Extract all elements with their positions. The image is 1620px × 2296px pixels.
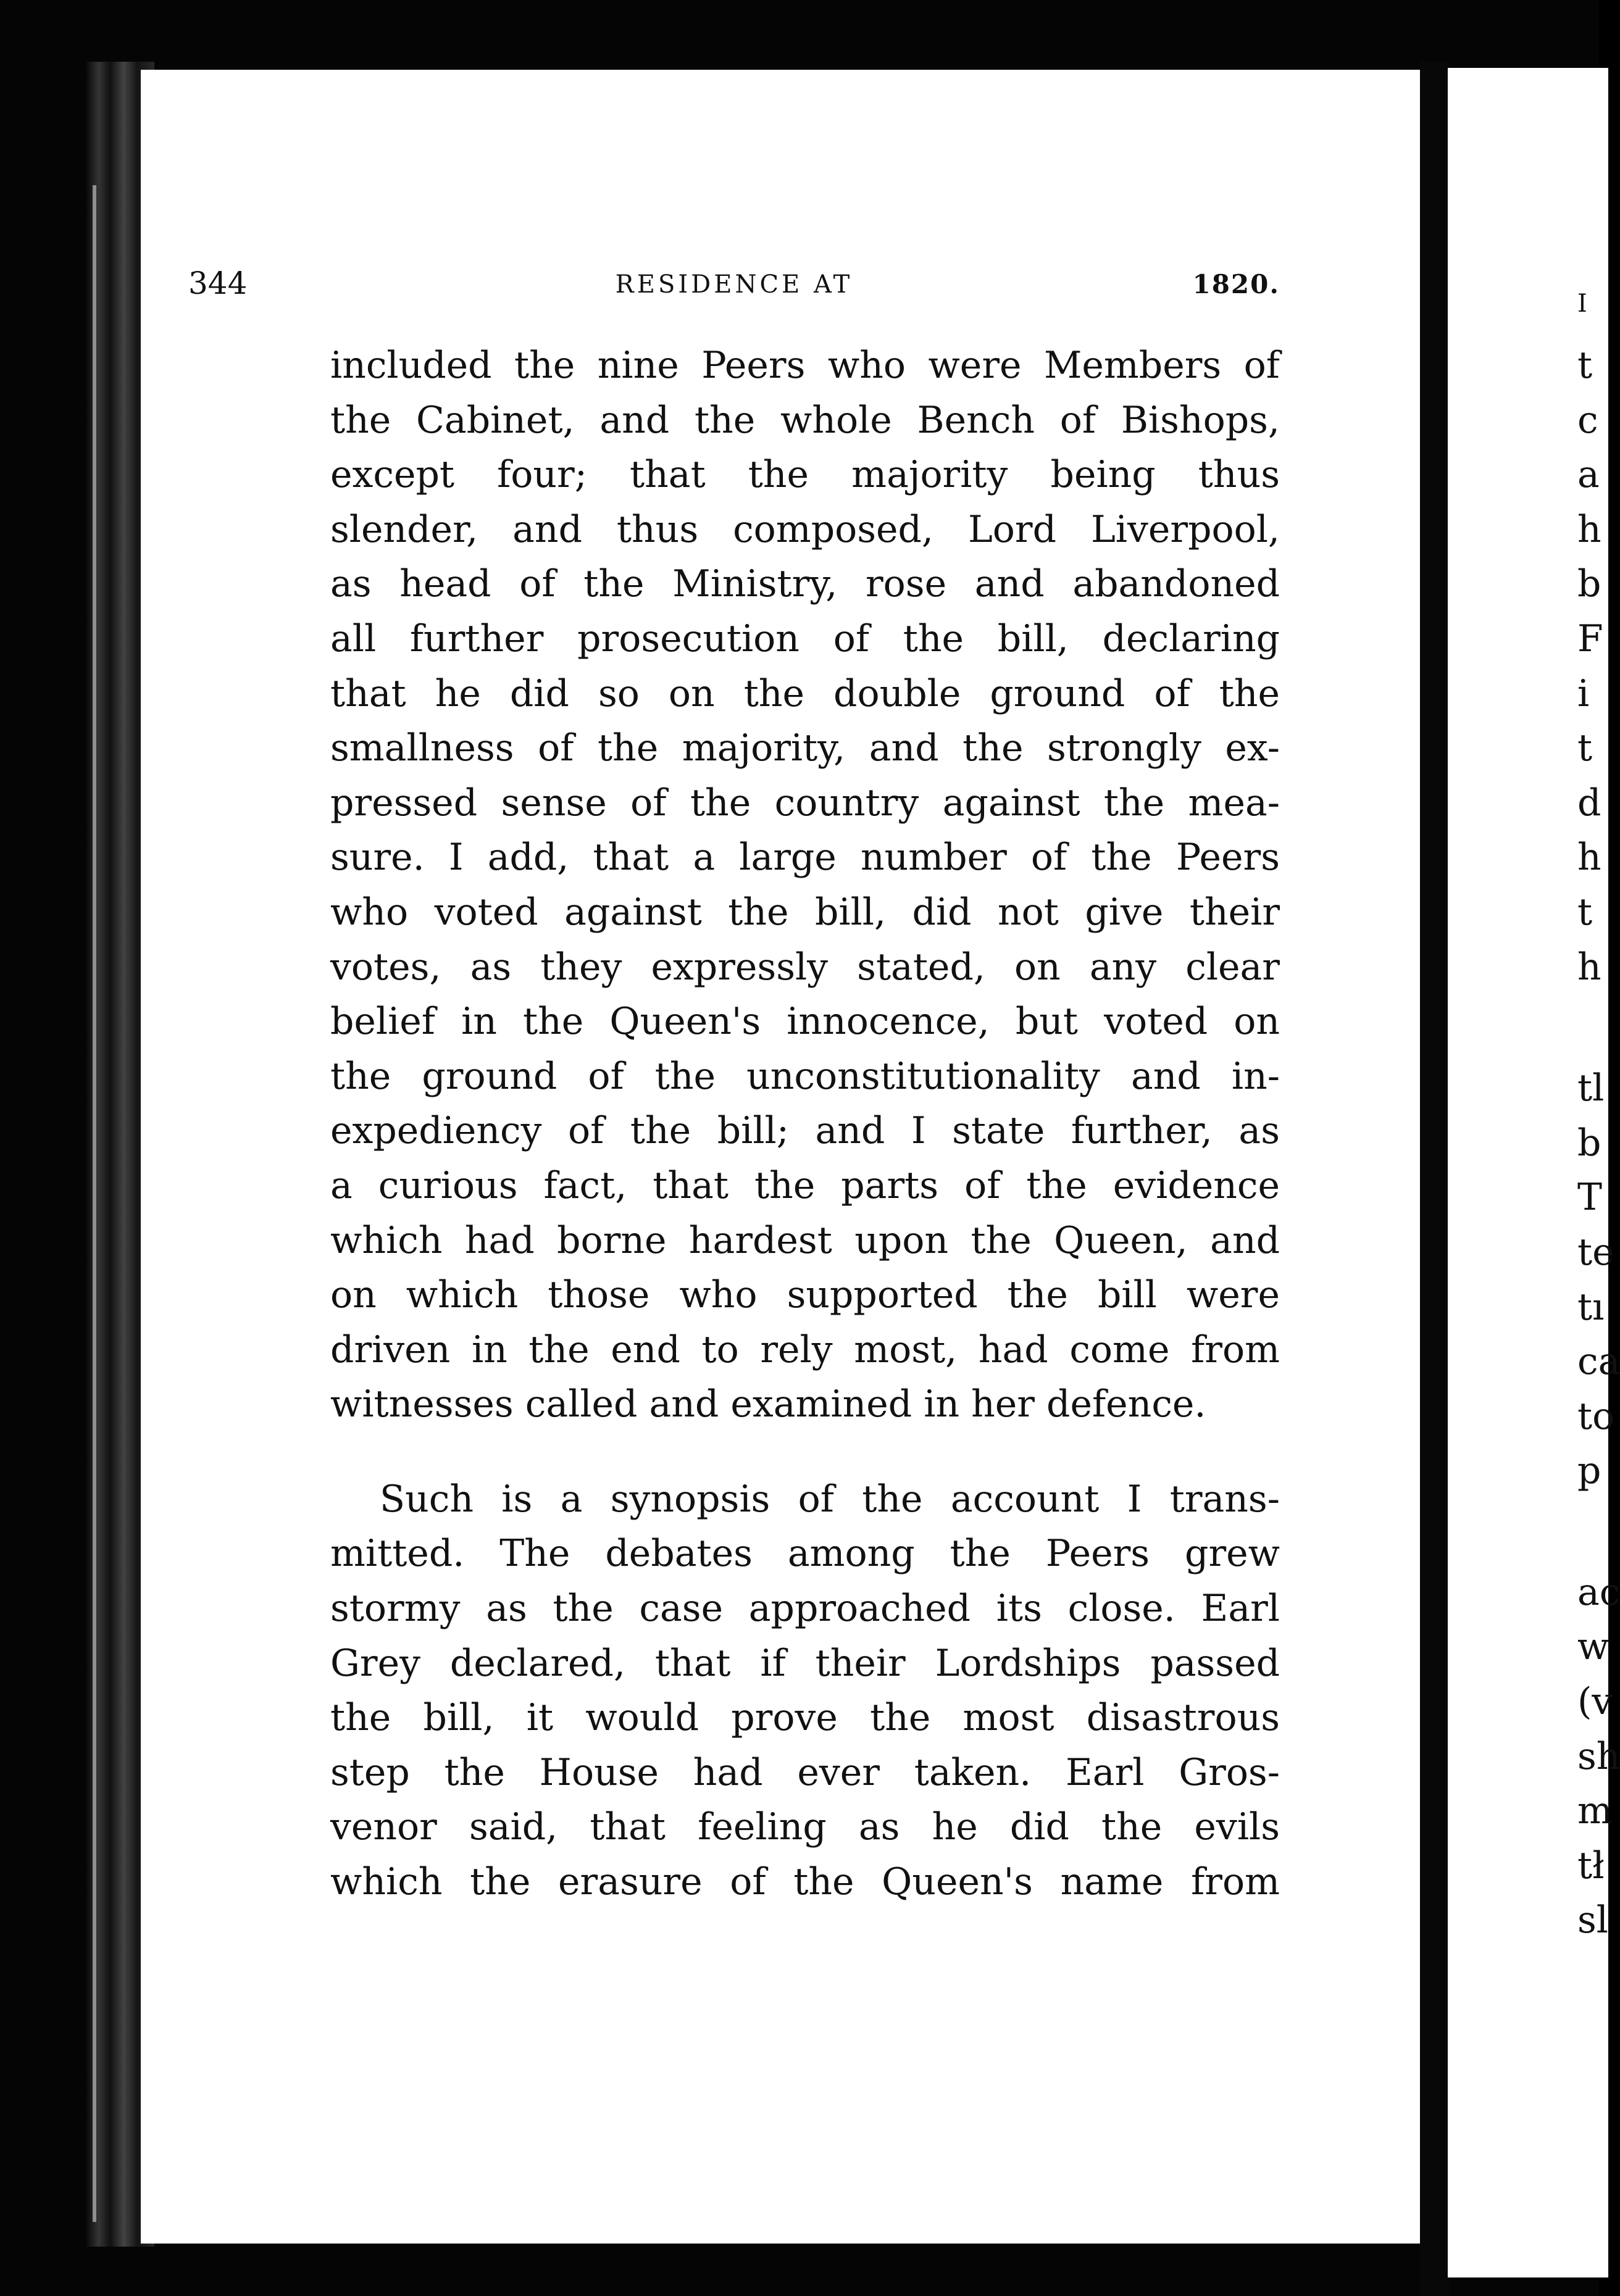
text-line: all further prosecution of the bill, declaring <box>330 617 1280 660</box>
fragment: tł <box>1577 1844 1605 1887</box>
fragment: b <box>1577 562 1601 606</box>
text-line: witnesses called and examined in her defence. <box>330 1383 1206 1426</box>
text-line: on which those who supported the bill were <box>330 1273 1280 1317</box>
fragment: t <box>1577 344 1593 387</box>
fragment: tı <box>1577 1285 1605 1329</box>
text-line: step the House had ever taken. Earl Gros- <box>330 1750 1280 1794</box>
text-line: driven in the end to rely most, had come from <box>330 1328 1280 1371</box>
page-header <box>188 265 1280 315</box>
fragment: t <box>1577 890 1593 934</box>
text-line: the Cabinet, and the whole Bench of Bishops, <box>330 398 1280 442</box>
fragment: w <box>1577 1625 1610 1669</box>
text-line: belief in the Queen's innocence, but voted on <box>330 1000 1280 1044</box>
text-line: expediency of the bill; and I state further, as <box>330 1109 1280 1153</box>
text-line: venor said, that feeling as he did the evils <box>330 1805 1280 1849</box>
fragment: t <box>1577 726 1593 770</box>
text-line: votes, as they expressly stated, on any clear <box>330 945 1280 989</box>
text-line: smallness of the majority, and the strongly ex- <box>330 726 1280 770</box>
text-line: Grey declared, that if their Lordships passed <box>330 1641 1280 1685</box>
page-number: 344 <box>188 265 248 301</box>
header-year: 1820. <box>1192 269 1280 299</box>
text-line: the bill, it would prove the most disastrous <box>330 1696 1280 1740</box>
text-line: a curious fact, that the parts of the evidence <box>330 1163 1280 1207</box>
next-page-header-fragment: I <box>1577 289 1587 318</box>
fragment: i <box>1577 672 1590 715</box>
text-line: Such is a synopsis of the account I trans- <box>380 1477 1280 1521</box>
text-line: which had borne hardest upon the Queen, and <box>330 1218 1280 1262</box>
text-line: sure. I add, that a large number of the Peers <box>330 836 1280 880</box>
paragraph-2 <box>330 1472 1280 1910</box>
fragment: F <box>1577 617 1603 660</box>
fragment: sh <box>1577 1734 1620 1778</box>
text-line: mitted. The debates among the Peers grew <box>330 1532 1280 1576</box>
text-line: which the erasure of the Queen's name from <box>330 1860 1280 1904</box>
body-text <box>330 338 1280 1910</box>
running-title: RESIDENCE AT <box>615 270 853 299</box>
text-line: except four; that the majority being thus <box>330 453 1280 497</box>
fragment: h <box>1577 507 1601 551</box>
fragment: b <box>1577 1121 1601 1165</box>
fragment: (v <box>1577 1680 1613 1724</box>
text-line: that he did so on the double ground of the <box>330 672 1280 715</box>
fragment: c <box>1577 398 1598 442</box>
next-page-text-fragments <box>1577 289 1620 1948</box>
text-line: the ground of the unconstitutionality and in- <box>330 1054 1280 1098</box>
fragment: p <box>1577 1449 1601 1493</box>
fragment-spacer <box>1577 1499 1614 1565</box>
text-line: pressed sense of the country against the mea- <box>330 781 1280 825</box>
fragment: te <box>1577 1230 1614 1274</box>
fragment: to <box>1577 1394 1615 1438</box>
text-line: as head of the Ministry, rose and abandoned <box>330 562 1280 606</box>
fragment: ac <box>1577 1570 1620 1614</box>
text-line: included the nine Peers who were Members of <box>330 344 1280 387</box>
fragment: T <box>1577 1176 1603 1220</box>
paragraph-spacer <box>330 1432 1280 1472</box>
paragraph-1 <box>330 338 1280 1432</box>
fragment: a <box>1577 453 1600 497</box>
text-line: stormy as the case approached its close. Earl <box>330 1587 1280 1631</box>
fragment: d <box>1577 781 1601 825</box>
text-line: slender, and thus composed, Lord Liverpool, <box>330 507 1280 551</box>
fragment: sl <box>1577 1899 1608 1942</box>
fragment: m <box>1577 1789 1613 1833</box>
page-gutter <box>1420 62 1450 2296</box>
fragment: h <box>1577 945 1601 989</box>
fragment: tl <box>1577 1067 1605 1110</box>
text-line: who voted against the bill, did not give their <box>330 890 1280 934</box>
fragment: h <box>1577 836 1601 880</box>
binding-edge <box>93 185 96 2222</box>
fragment-spacer <box>1577 994 1614 1061</box>
fragment: ca <box>1577 1340 1620 1384</box>
